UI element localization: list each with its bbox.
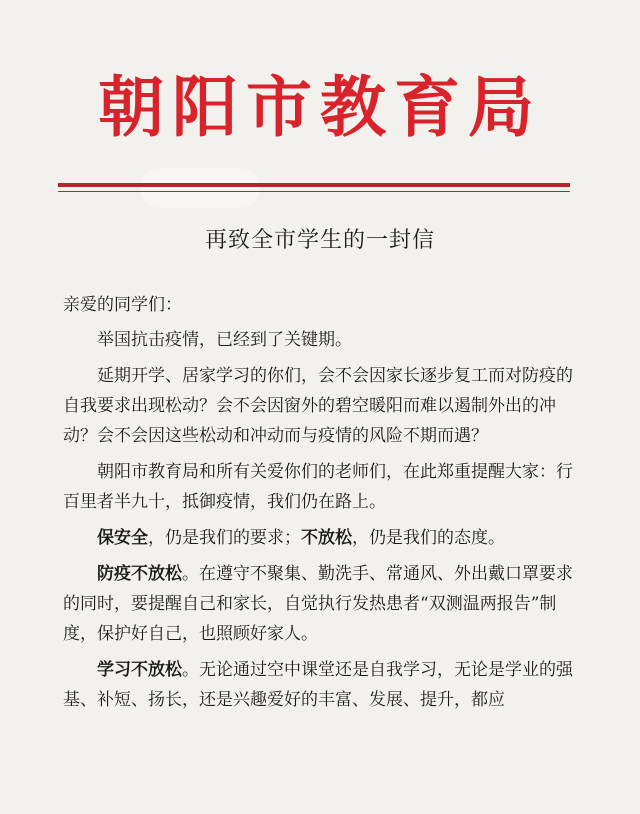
masthead-rule-thick	[58, 183, 570, 187]
bold-phrase-no-relax: 不放松	[301, 528, 352, 548]
paragraph-5-text: 。在遵守不聚集、勤洗手、常通风、外出戴口罩要求的同时，要提醒自己和家长，自觉执行发热患者“双测温两报告”制度，保护好自己，也照顾好家人。	[63, 564, 573, 644]
paragraph-1: 举国抗击疫情，已经到了关键期。	[97, 330, 352, 350]
masthead-title: 朝阳市教育局	[98, 68, 542, 146]
paragraph-4	[63, 523, 573, 553]
salutation: 亲爱的同学们：	[63, 295, 182, 315]
paragraph-6-text: 。无论通过空中课堂还是自我学习，无论是学业的强基、补短、扬长，还是兴趣爱好的丰富、发展、提升，都应	[63, 660, 573, 710]
paragraph-5	[63, 559, 573, 649]
paragraph-6	[63, 655, 573, 715]
paragraph-2: 延期开学、居家学习的你们，会不会因家长逐步复工而对防疫的自我要求出现松动？会不会因窗外的碧空暖阳而难以遏制外出的冲动？会不会因这些松动和冲动而与疫情的风险不期而遇？	[63, 366, 573, 446]
bold-phrase-epidemic: 防疫不放松	[97, 564, 182, 584]
letter-title: 再致全市学生的一封信	[204, 228, 435, 253]
letter-body	[63, 290, 573, 721]
paragraph-3: 朝阳市教育局和所有关爱你们的老师们，在此郑重提醒大家：行百里者半九十，抵御疫情，我们仍在路上。	[63, 462, 573, 512]
paragraph-4-text-a: ，仍是我们的要求；	[148, 528, 301, 548]
masthead-rule-thin	[58, 191, 570, 192]
watermark-smudge	[140, 168, 260, 208]
paragraph-4-text-b: ，仍是我们的态度。	[352, 528, 505, 548]
bold-phrase-study: 学习不放松	[97, 660, 182, 680]
bold-phrase-safety: 保安全	[97, 528, 148, 548]
